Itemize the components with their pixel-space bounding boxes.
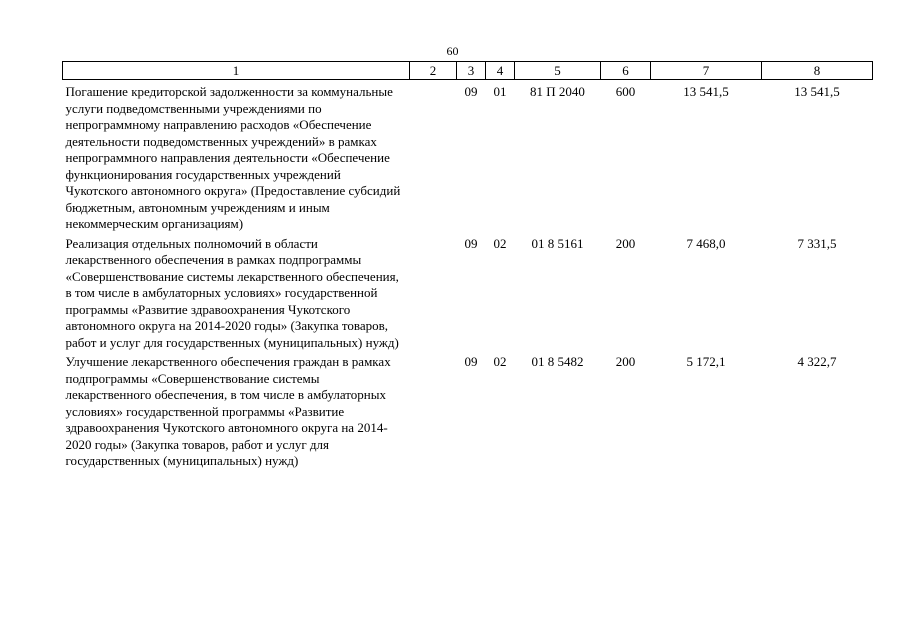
amount-column-7: 7 468,0 — [686, 235, 726, 251]
subsection-code: 01 — [493, 84, 507, 99]
expense-type-code: 200 — [615, 354, 636, 369]
column-2-value — [410, 351, 457, 470]
section-code: 09 — [464, 235, 478, 251]
expense-name: Улучшение лекарственного обеспечения граждан в рамках подпрограммы «Совершенствование системы лекарственного обеспечения, в том числе в амбулаторных условиях» государственной программы «Развитие здравоохранения Чукотского автономного округа на 2014-2020 годы» (Закупка товаров, работ и услуг для государственных (муниципальных) нужд) — [65, 354, 391, 468]
expense-name: Погашение кредиторской задолженности за коммунальные услуги подведомственными учреждениями по непрограммному направлению расходов «Обеспечение деятельности подведомственных учреждений» в рамках непрограммного направления деятельности «Обеспечение функционирования государственных учреждений Чукотского автономного округа» (Предоставление субсидий бюджетным, автономным учреждениям и иным некоммерческим организациям) — [65, 84, 401, 231]
section-code: 09 — [464, 354, 478, 369]
budget-table — [62, 61, 873, 470]
column-header: 1 — [63, 62, 410, 80]
column-2-value — [410, 80, 457, 233]
target-article-code: 81 П 2040 — [530, 84, 585, 99]
header-row — [63, 62, 873, 80]
amount-column-8: 13 541,5 — [794, 84, 840, 99]
column-header: 2 — [410, 62, 457, 80]
target-article-code: 01 8 5482 — [531, 354, 584, 369]
column-header: 4 — [486, 62, 515, 80]
amount-column-8: 4 322,7 — [797, 354, 837, 369]
column-2-value — [410, 233, 457, 352]
column-header: 6 — [601, 62, 651, 80]
column-header: 7 — [651, 62, 762, 80]
expense-type-code: 200 — [615, 235, 636, 251]
table-row — [63, 351, 873, 470]
column-header: 3 — [457, 62, 486, 80]
table-row — [63, 80, 873, 233]
page-number: 60 — [446, 44, 459, 58]
amount-column-7: 13 541,5 — [683, 84, 729, 99]
subsection-code: 02 — [493, 235, 507, 251]
amount-column-7: 5 172,1 — [686, 354, 726, 369]
expense-type-code: 600 — [615, 84, 636, 99]
column-header: 8 — [762, 62, 873, 80]
table-row — [63, 233, 873, 352]
subsection-code: 02 — [493, 354, 507, 369]
target-article-code: 01 8 5161 — [531, 235, 584, 251]
amount-column-8: 7 331,5 — [797, 235, 837, 251]
column-header: 5 — [515, 62, 601, 80]
section-code: 09 — [464, 84, 478, 99]
expense-name: Реализация отдельных полномочий в области лекарственного обеспечения в рамках подпрограммы «Совершенствование системы лекарственного обеспечения, в том числе в амбулаторных условиях» государственной программы «Развитие здравоохранения Чукотского автономного округа на 2014-2020 годы» (Закупка товаров, работ и услуг для государственных (муниципальных) нужд) — [65, 235, 399, 350]
